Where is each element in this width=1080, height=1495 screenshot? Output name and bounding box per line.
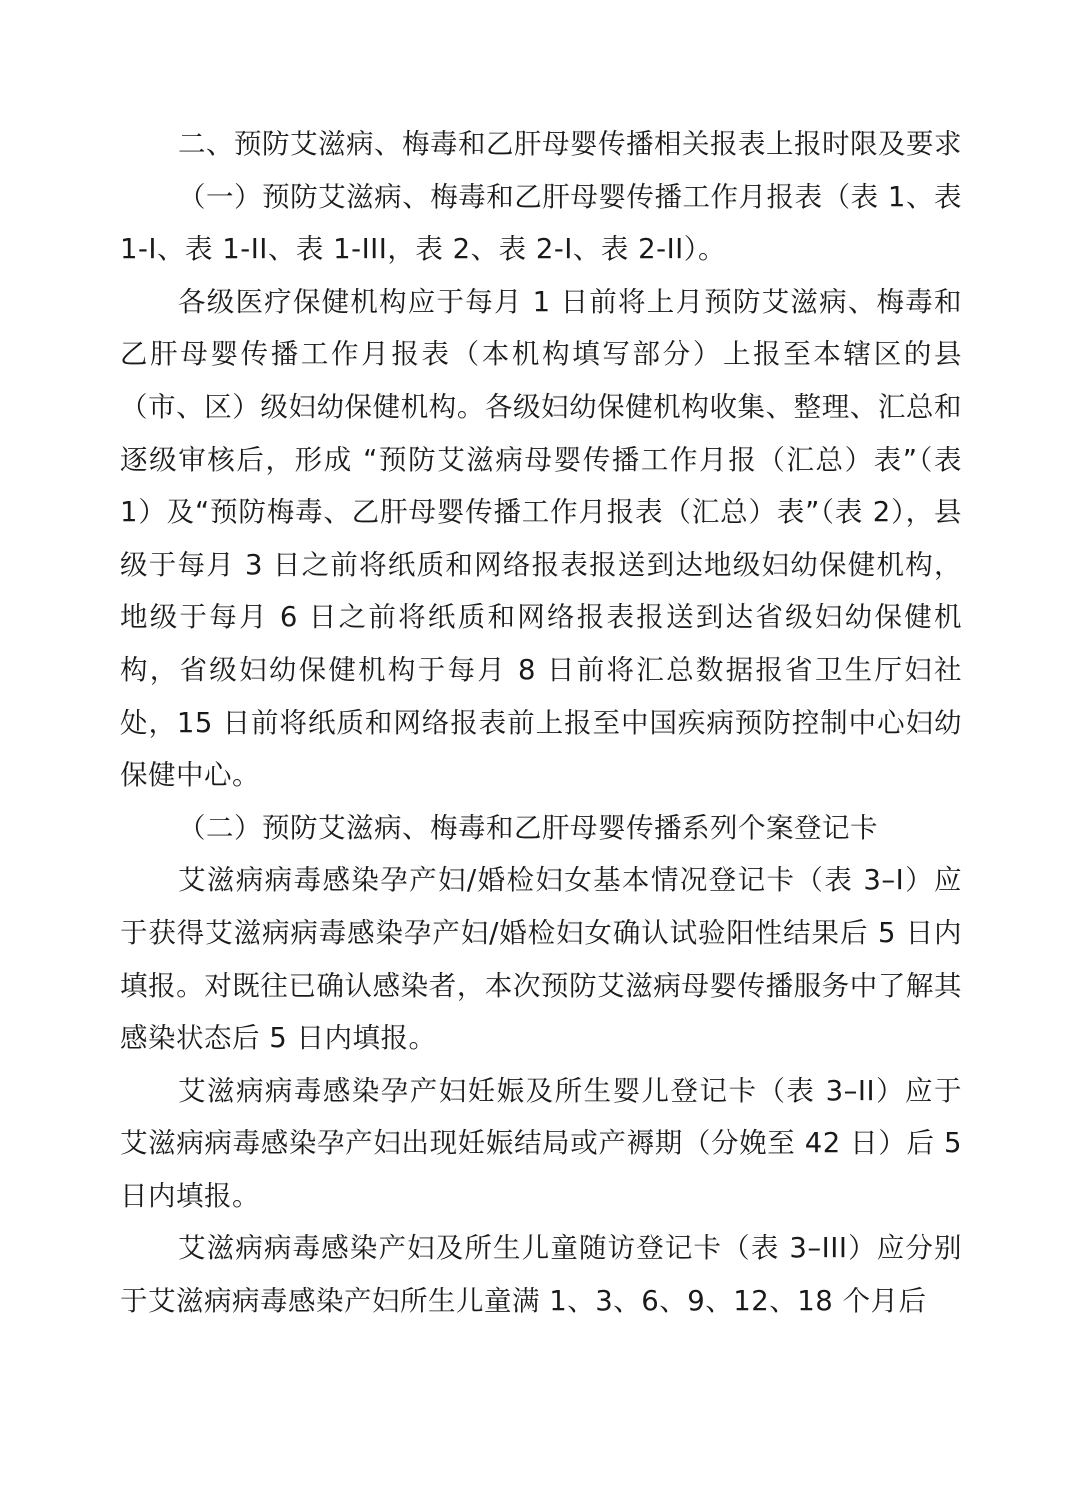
body-paragraph: 艾滋病病毒感染孕产妇妊娠及所生婴儿登记卡（表 3–II）应于艾滋病病毒感染孕产妇出现妊娠结局或产褥期（分娩至 42 日）后 5 日内填报。 [120, 1074, 972, 1212]
body-paragraph: 艾滋病病毒感染孕产妇/婚检妇女基本情况登记卡（表 3–I）应于获得艾滋病病毒感染孕产妇/婚检妇女确认试验阳性结果后 5 日内填报。对既往已确认感染者，本次预防艾滋病母婴传播服务中了解其感染状态后 5 日内填报。 [120, 864, 962, 1055]
subsection-heading-1: （一）预防艾滋病、梅毒和乙肝母婴传播工作月报表（表 1、表 1-I、表 1-II、表 1-III，表 2、表 2-I、表 2-II）。 [120, 180, 972, 266]
subsection-heading-2: （二）预防艾滋病、梅毒和乙肝母婴传播系列个案登记卡 [178, 811, 878, 844]
section-heading: 二、预防艾滋病、梅毒和乙肝母婴传播相关报表上报时限及要求 [178, 128, 962, 160]
body-paragraph: 艾滋病病毒感染产妇及所生儿童随访登记卡（表 3–III）应分别于艾滋病病毒感染产妇所生儿童满 1、3、6、9、12、18 个月后 [120, 1232, 962, 1318]
document-body [120, 118, 972, 1328]
body-paragraph: 各级医疗保健机构应于每月 1 日前将上月预防艾滋病、梅毒和乙肝母婴传播工作月报表（本机构填写部分）上报至本辖区的县（市、区）级妇幼保健机构。各级妇幼保健机构收集、整理、汇总和逐级审核后，形成 “预防艾滋病母婴传播工作月报（汇总）表”（表 1）及“预防梅毒、乙肝母婴传播工作月报表（汇总）表”（表 2），县级于每月 3 日之前将纸质和网络报表报送到达地级妇幼保健机构，地级于每月 6 日之前将纸质和网络报表报送到达省级妇幼保健机构，省级妇幼保健机构于每月 8 日前将汇总数据报省卫生厅妇社处，15 日前将纸质和网络报表前上报至中国疾病预防控制中心妇幼保健中心。 [120, 285, 972, 792]
